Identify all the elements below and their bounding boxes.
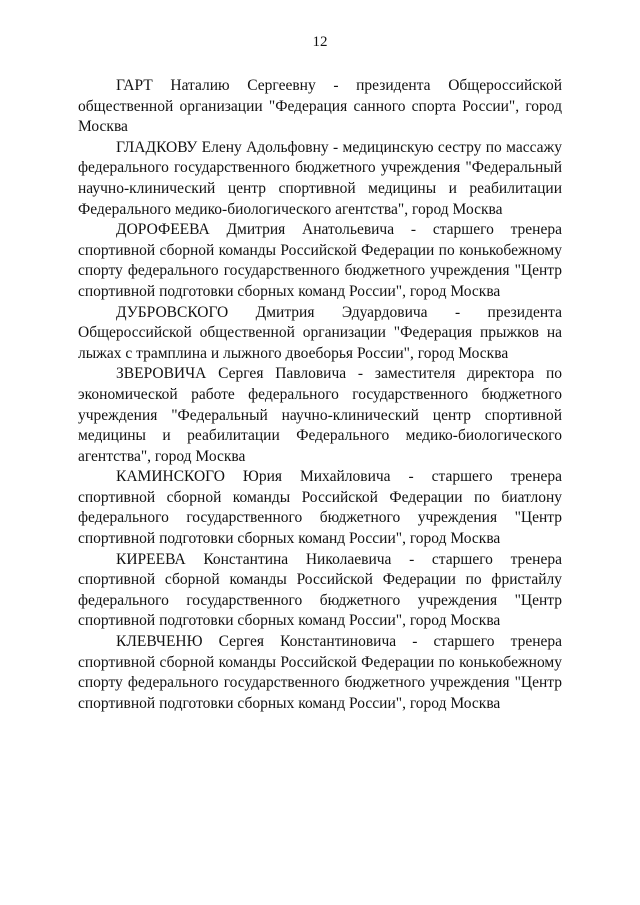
entry-2: ГЛАДКОВУ Елену Адольфовну - медицинскую сестру по массажу федерального государственного бюджетного учреждения "Федеральный научно-клинический центр спортивной медицины и реабилитации Федерального медико-биологического агентства", город Москва bbox=[78, 138, 562, 218]
entry-7: КИРЕЕВА Константина Николаевича - старшего тренера спортивной сборной команды Российской Федерации по фристайлу федерального государственного бюджетного учреждения "Центр спортивной подготовки сборных команд России", город Москва bbox=[78, 550, 562, 630]
entry-4: ДУБРОВСКОГО Дмитрия Эдуардовича - президента Общероссийской общественной организации "Федерация прыжков на лыжах с трамплина и лыжного двоеборья России", город Москва bbox=[78, 303, 562, 362]
entry-6: КАМИНСКОГО Юрия Михайловича - старшего тренера спортивной сборной команды Российской Федерации по биатлону федерального государственного бюджетного учреждения "Центр спортивной подготовки сборных команд России", город Москва bbox=[78, 468, 562, 548]
entry-8: КЛЕВЧЕНЮ Сергея Константиновича - старшего тренера спортивной сборной команды Российской Федерации по конькобежному спорту федерального государственного бюджетного учреждения "Центр спортивной подготовки сборных команд России", город Москва bbox=[78, 633, 562, 712]
entry-1: ГАРТ Наталию Сергеевну - президента Общероссийской общественной организации "Федерация санного спорта России", город Москва bbox=[78, 77, 562, 136]
page-number: 12 bbox=[312, 34, 328, 50]
document-body bbox=[78, 76, 562, 714]
entry-5: ЗВЕРОВИЧА Сергея Павловича - заместителя директора по экономической работе федерального государственного бюджетного учреждения "Федеральный научно-клинический центр спортивной медицины и реабилитации Федерального медико-биологического агентства", город Москва bbox=[78, 365, 562, 465]
entry-3: ДОРОФЕЕВА Дмитрия Анатольевича - старшего тренера спортивной сборной команды Российской Федерации по конькобежному спорту федерального государственного бюджетного учреждения "Центр спортивной подготовки сборных команд России", город Москва bbox=[78, 221, 562, 300]
